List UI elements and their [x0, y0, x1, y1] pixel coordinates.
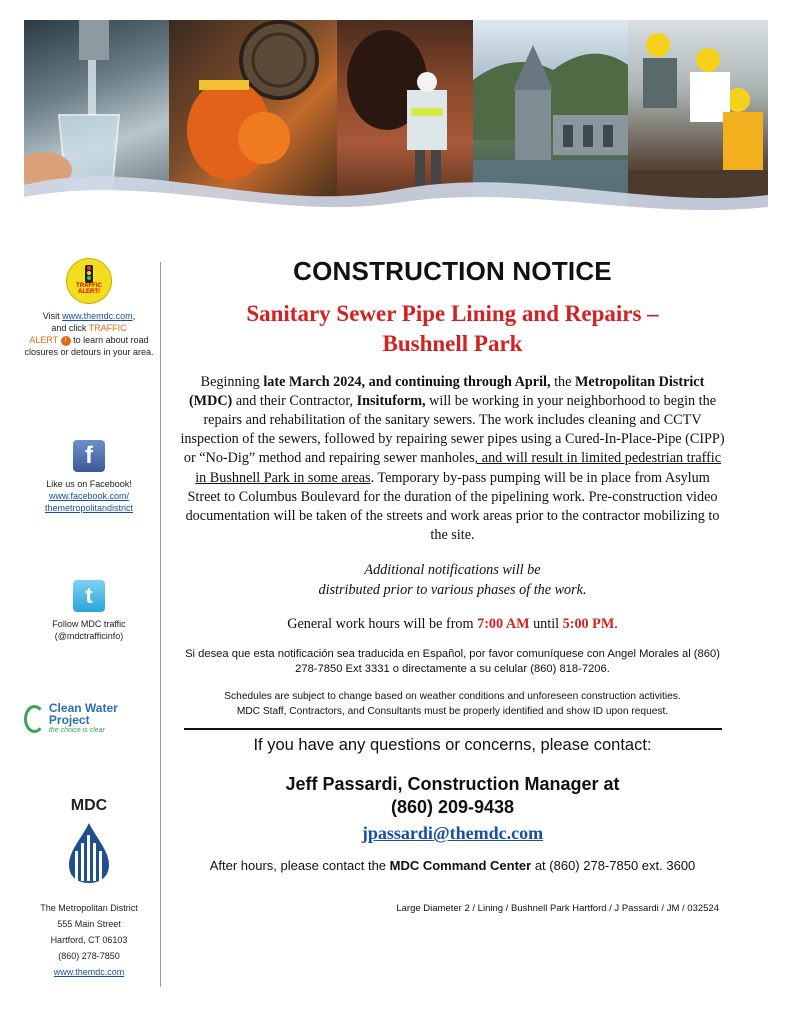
project-title: Sanitary Sewer Pipe Lining and Repairs – Bushnell Park — [246, 301, 659, 356]
mdc-logo-text: MDC — [70, 797, 108, 814]
additional-notifications: Additional notifications will be distributed prior to various phases of the work. — [318, 562, 587, 598]
mdc-drop-logo-icon — [63, 821, 115, 885]
end-time: 5:00 PM — [562, 615, 615, 632]
start-time: 7:00 AM — [477, 615, 530, 632]
traffic-alert-icon[interactable]: TRAFFIC ALERT! — [66, 258, 112, 304]
facebook-block — [24, 440, 154, 514]
contact-name: Jeff Passardi, Construction Manager at — [285, 773, 620, 794]
section-divider — [184, 728, 722, 730]
header-banner — [24, 20, 768, 225]
mdc-street: 555 Main Street — [57, 918, 121, 929]
after-hours-note: After hours, please contact the MDC Command Center at (860) 278-7850 ext. 3600 — [209, 858, 696, 874]
twitter-text-1: Follow MDC traffic — [52, 619, 126, 629]
traffic-alert-block — [24, 258, 154, 359]
twitter-block — [24, 580, 154, 642]
notice-paragraph: Beginning late March 2024, and continuing through April, the Metropolitan District (MDC) and their Contractor, Insituform, will be working in your neighborhood to begin the repairs and rehabilitation of the sanitary sewers. The work includes cleaning and CCTV inspection of the sewers, followed by repairing sewer pipes using a Cured-In-Place-Pipe (CIPP) or “No-Dig” method and repairing sewer manholes, and will result in limited pedestrian traffic in Bushnell Park in some areas. Temporary by-pass pumping will be in place from Asylum Street to Columbus Boulevard for the duration of the pipelining work. Pre-construction video documentation will be taken of the streets and work areas prior to the contractor mobilizing to the site. — [180, 373, 725, 544]
clean-water-logo — [24, 702, 154, 735]
spanish-translation-note: Si desea que esta notificación sea traducida en Español, por favor comuníquese con Angel Morales al (860) 278-7850 Ext 3331 o directamente a su celular (860) 818-7206. — [185, 647, 720, 676]
main-content — [180, 250, 725, 914]
page-title: CONSTRUCTION NOTICE — [293, 256, 612, 286]
alert-dot-icon: ! — [61, 336, 71, 346]
mdc-phone: (860) 278-7850 — [58, 951, 120, 962]
contact-email-link[interactable]: jpassardi@themdc.com — [361, 823, 544, 844]
mdc-city: Hartford, CT 06103 — [50, 935, 128, 946]
schedule-note: Schedules are subject to change based on weather conditions and unforeseen construction activities. MDC Staff, Contractors, and Consultants must be properly identified and show ID upon request. — [224, 691, 681, 717]
themdc-link[interactable]: www.themdc.com — [62, 311, 133, 321]
contact-block — [180, 773, 725, 820]
mdc-name: The Metropolitan District — [40, 902, 138, 913]
contact-phone: (860) 209-9438 — [390, 796, 515, 817]
work-hours: General work hours will be from 7:00 AM until 5:00 PM. — [287, 615, 618, 632]
alert-word: ALERT — [29, 335, 59, 346]
facebook-link[interactable]: www.facebook.com/ themetropolitandistrict — [44, 491, 134, 514]
twitter-icon[interactable]: t — [73, 580, 105, 612]
clean-water-arc-icon — [24, 705, 45, 733]
clean-water-tagline: the choice is clear — [48, 727, 105, 734]
clean-water-block — [24, 702, 154, 735]
clean-water-title: Clean Water Project — [48, 701, 118, 727]
mdc-block — [24, 795, 154, 978]
twitter-text-2: (@mdctrafficinfo) — [54, 631, 124, 642]
document-reference: Large Diameter 2 / Lining / Bushnell Park Hartford / J Passardi / JM / 032524 — [396, 903, 719, 915]
facebook-icon[interactable]: f — [73, 440, 105, 472]
questions-heading: If you have any questions or concerns, please contact: — [253, 735, 652, 754]
mdc-website-link[interactable]: www.themdc.com — [53, 967, 125, 978]
sidebar-divider — [160, 262, 161, 987]
facebook-text: Like us on Facebook! — [46, 479, 132, 489]
traffic-alert-text: Visit www.themdc.com, and click TRAFFIC ALERT ! to learn about road closures or detours in your area. — [24, 311, 154, 358]
banner-wave — [24, 155, 768, 225]
traffic-word: TRAFFIC — [88, 323, 127, 334]
